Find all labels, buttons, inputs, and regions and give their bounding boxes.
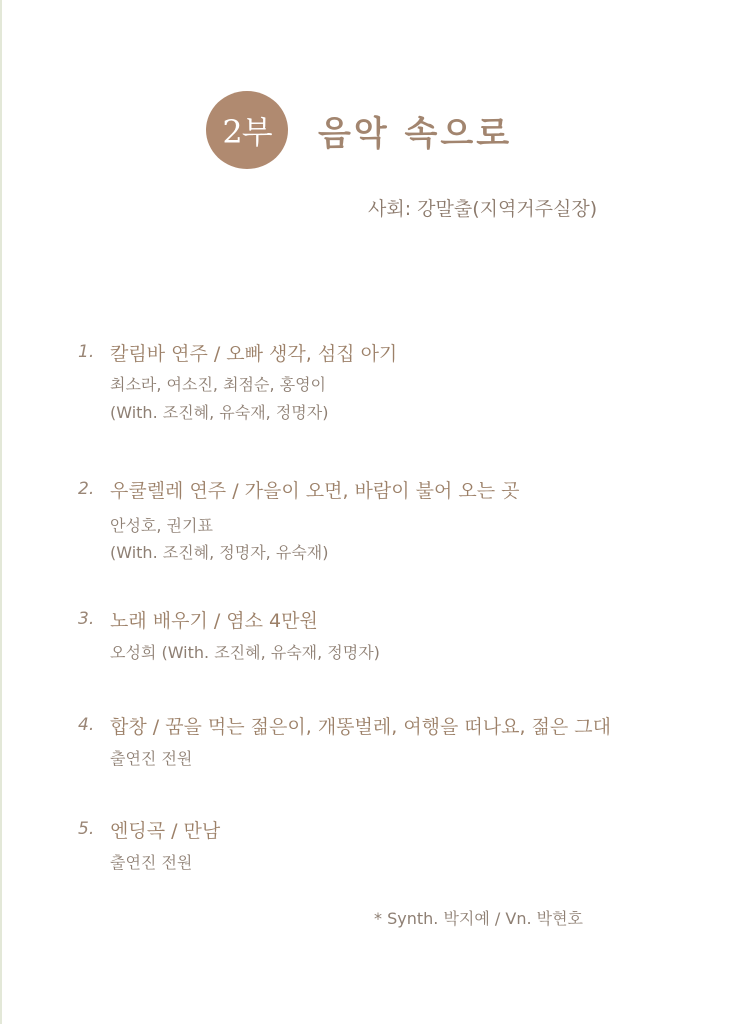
item-title: 노래 배우기 / 염소 4만원 [110,610,318,632]
item-title: 엔딩곡 / 만남 [110,820,221,842]
part-label: 2부 [222,113,272,151]
part-badge [206,91,288,169]
footnote: * Synth. 박지예 / Vn. 박현호 [374,909,583,928]
item-number: 2. [78,479,95,499]
performers: 출연진 전원 [110,853,193,872]
item-number: 1. [78,342,95,362]
performers: 출연진 전원 [110,749,193,768]
accompanists: (With. 조진혜, 유숙재, 정명자) [110,403,329,422]
host-credit: 사회: 강말출(지역거주실장) [368,198,598,220]
performers: 최소라, 여소진, 최점순, 홍영이 [110,375,326,394]
accompanists: (With. 조진혜, 정명자, 유숙재) [110,543,329,562]
part-title: 음악 속으로 [318,114,513,154]
performers: 안성호, 권기표 [110,516,213,535]
item-title: 칼림바 연주 / 오빠 생각, 섬집 아기 [110,343,398,365]
item-number: 5. [78,819,95,839]
item-title: 우쿨렐레 연주 / 가을이 오면, 바람이 불어 오는 곳 [110,480,520,502]
item-number: 3. [78,609,95,629]
item-title: 합창 / 꿈을 먹는 젊은이, 개똥벌레, 여행을 떠나요, 젊은 그대 [110,716,612,738]
performers: 오성희 (With. 조진혜, 유숙재, 정명자) [110,643,380,662]
program-header [0,0,731,240]
item-number: 4. [78,715,95,735]
